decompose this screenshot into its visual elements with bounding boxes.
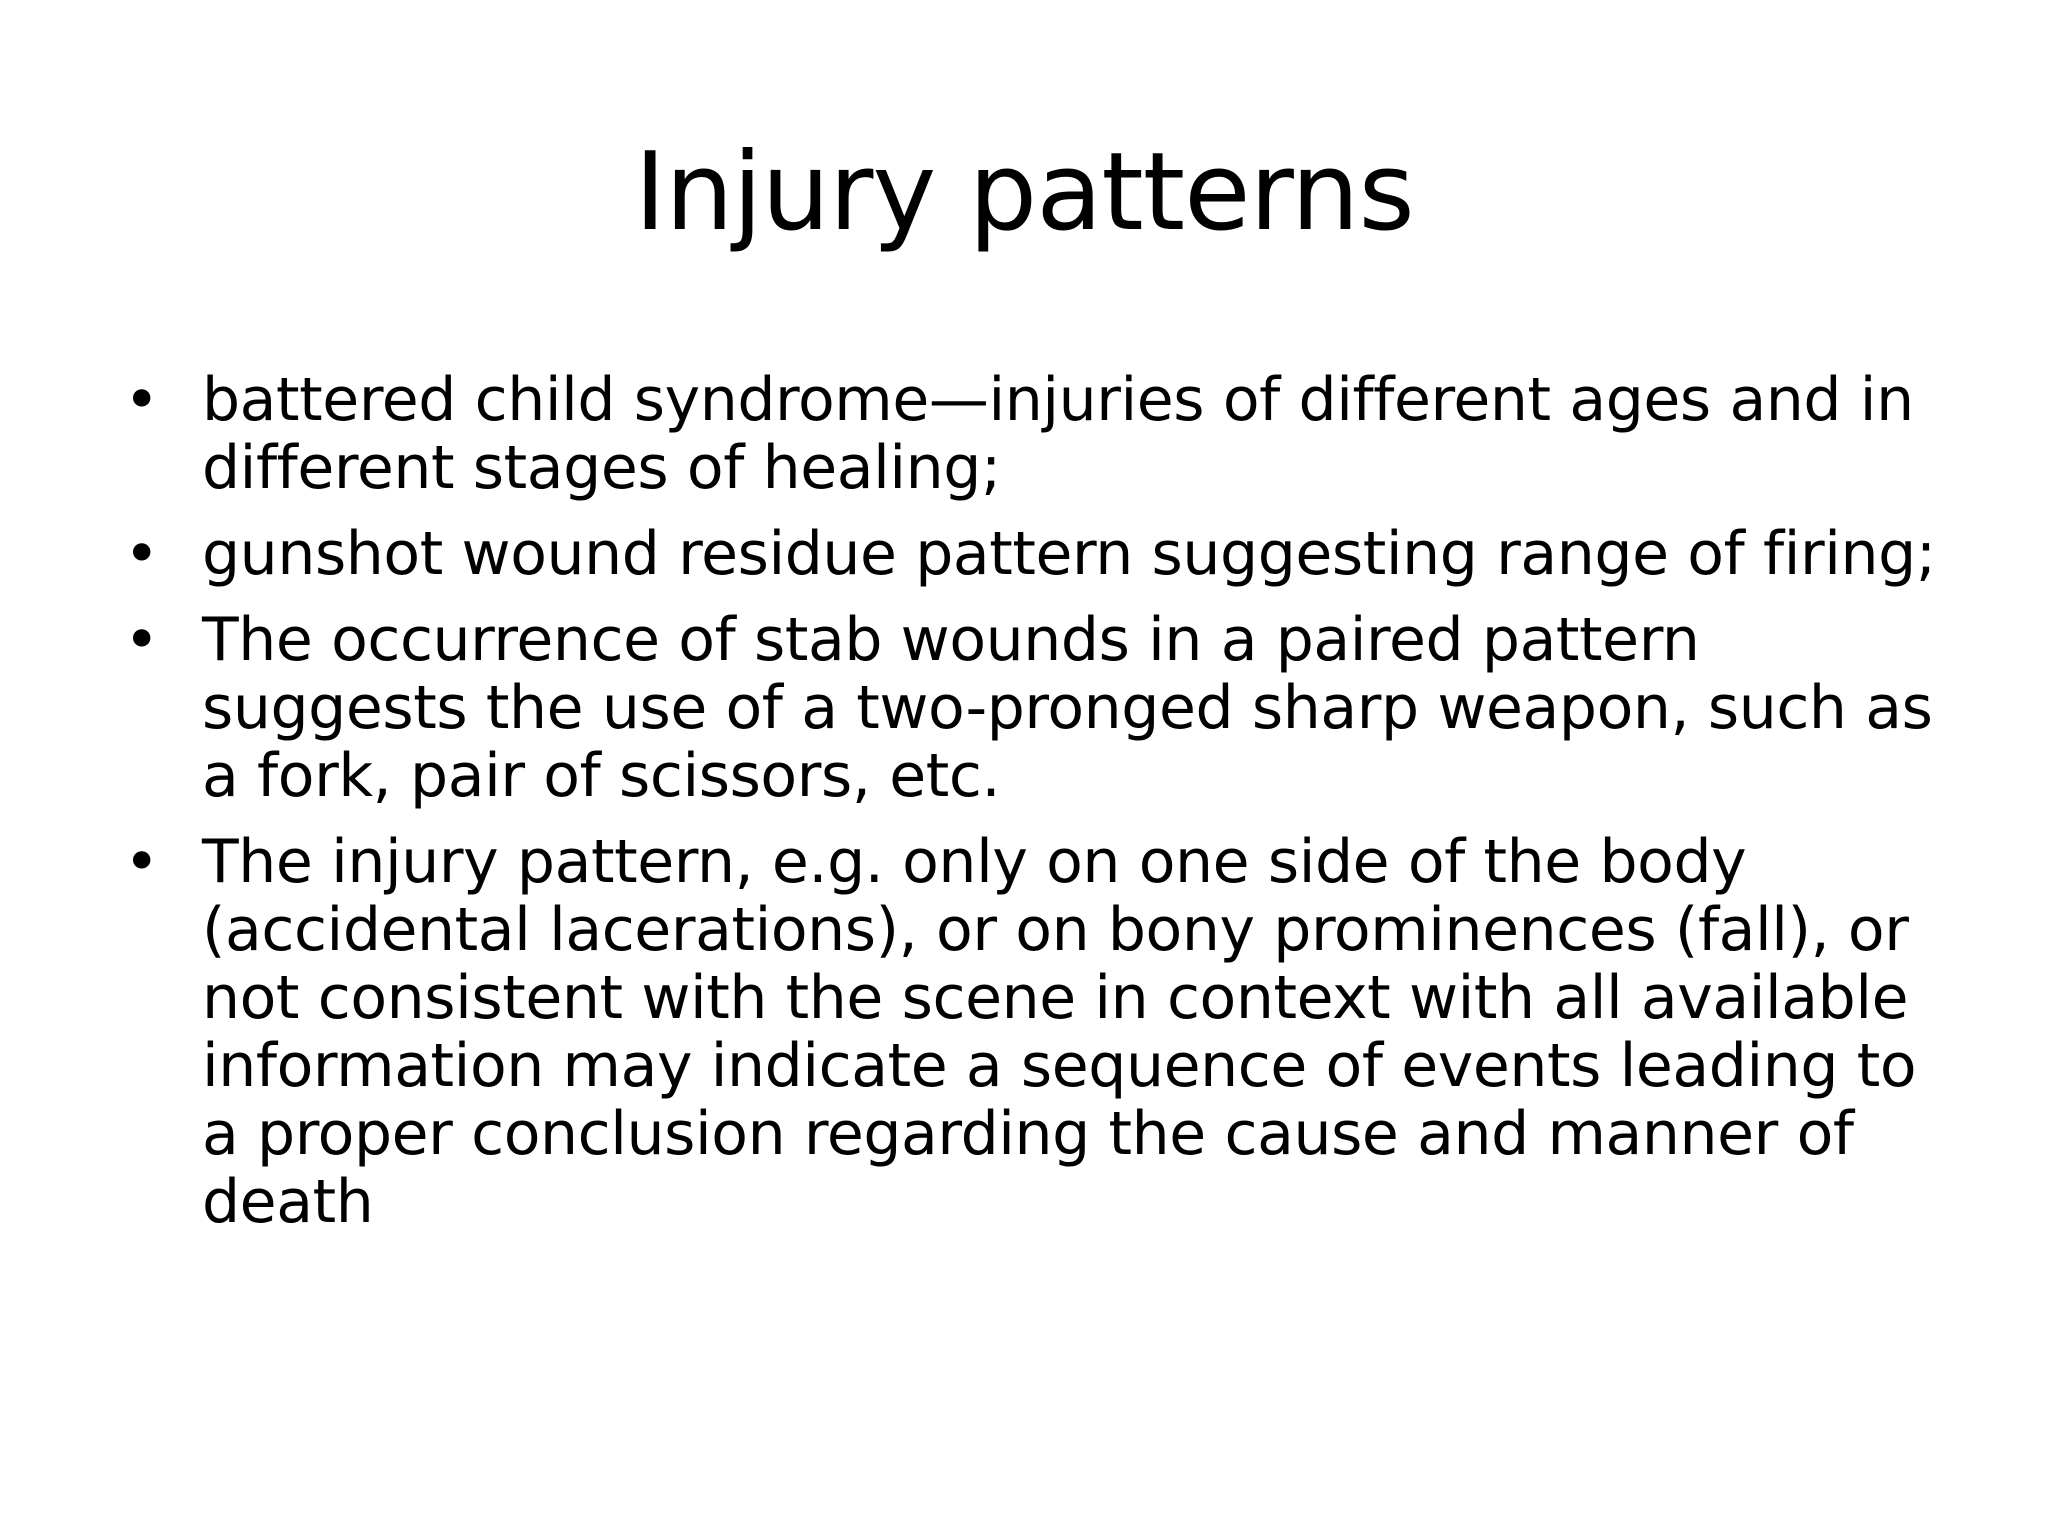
bullet-dot-icon: • <box>124 365 159 435</box>
bullet-text: gunshot wound residue pattern suggesting range of firing; <box>202 519 1936 589</box>
bullet-dot-icon: • <box>124 605 159 675</box>
bullet-text: battered child syndrome—injuries of different ages and in different stages of healing; <box>202 365 1914 503</box>
bullet-item <box>120 366 1960 502</box>
bullet-item <box>120 828 1960 1236</box>
bullet-text: The injury pattern, e.g. only on one side of the body (accidental lacerations), or on bony prominences (fall), or not consistent with the scene in context with all available information may indicate a sequence of events leading to a proper conclusion regarding the cause and manner of death <box>202 827 1917 1237</box>
slide-title: Injury patterns <box>634 130 1414 255</box>
bullet-text: The occurrence of stab wounds in a paired pattern suggests the use of a two-pronged sharp weapon, such as a fork, pair of scissors, etc. <box>202 605 1933 811</box>
bullet-item <box>120 520 1960 588</box>
bullet-dot-icon: • <box>124 519 159 589</box>
bullet-list <box>120 366 1960 1254</box>
bullet-dot-icon: • <box>124 827 159 897</box>
bullet-item <box>120 606 1960 810</box>
